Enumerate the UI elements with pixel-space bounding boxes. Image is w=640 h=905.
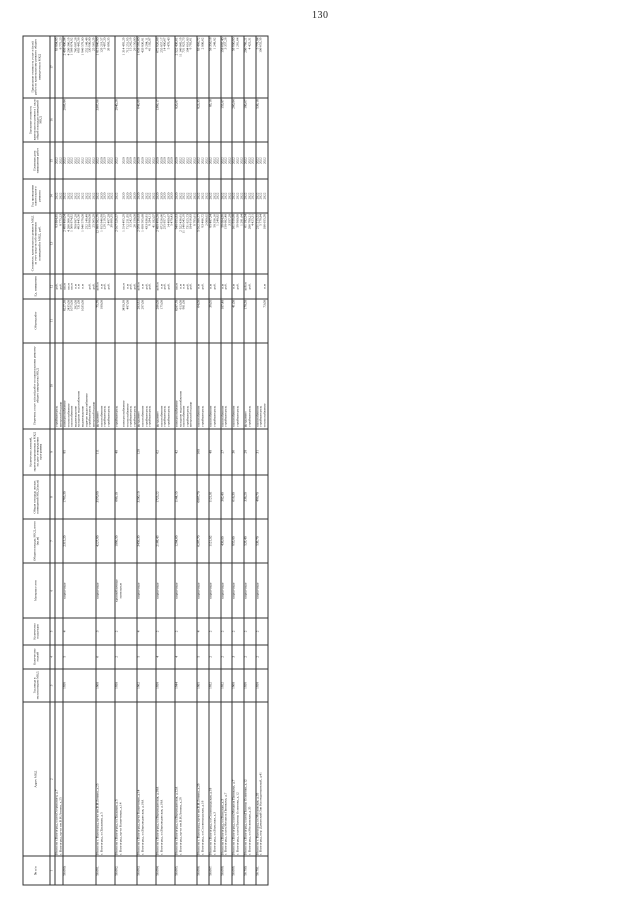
cell-year: 1960 — [96, 669, 115, 702]
cell-residents: 42 — [175, 429, 197, 475]
cell-volume: 6227,30 2435,00 1075,00 382,00 731,00 1035,00 — [63, 299, 96, 343]
cell-floors: 4 — [175, 645, 197, 669]
cell-walls: крупноблочные панельные — [115, 563, 137, 618]
cell-area-total: 539,70 — [256, 519, 268, 563]
cell-area-total: 529,40 — [244, 519, 256, 563]
cell-end-date: 2022 2022 2022 — [256, 142, 268, 179]
cell-address: Итого по г. Волгоград, ул.Московская, д.35 г. Волгоград, пер. Даманский/Зои Космодемьянской, д.41 — [256, 702, 268, 856]
column-number: 13 — [50, 213, 55, 275]
cell-works: электроснабжение холодное водоснабжение газоснабжение стройконтроль авторский надзор — [175, 343, 197, 429]
cell-limit-cost: 1 658 595,60 433 836,81 9 284,11 41 102,07 — [137, 36, 156, 98]
column-header: Предельная стоимость услуг и (или) работ по капитальному ремонту общего имущества в МКД — [23, 36, 50, 98]
column-header: Ед. измерения — [23, 274, 50, 298]
column-number: 6 — [50, 563, 55, 618]
cell-area-total: 955,80 — [232, 519, 244, 563]
cell-unit: п.м руб. — [197, 274, 209, 298]
cell-entrances: 2 — [256, 618, 268, 644]
cell-year-repair: 2022 2022 2022 — [209, 179, 221, 212]
cell-cost: 2 408 498,58 672 926,66 255 857,17 14 400,67 5 470,43 — [156, 213, 175, 275]
cell-end-date: 2022 2022 2022 — [244, 142, 256, 179]
cell-year-repair: 2022 2020 2020 2022 2022 — [96, 179, 115, 212]
cell-no: 56.693. — [137, 856, 156, 885]
column-header: Количество этажей — [23, 645, 50, 669]
cell-entrances: 2 — [175, 618, 197, 644]
cell-limit-cost: 59 900,90 1 281,64 — [232, 36, 244, 98]
cell-works: газоснабжение стройконтроль — [209, 343, 221, 429]
column-header: Общая площадь МКД, всего (кв.м) — [23, 519, 50, 563]
column-header: Адрес МКД — [23, 702, 50, 856]
cell-works: газоснабжение стройконтроль — [232, 343, 244, 429]
cell-year: 1962 — [137, 669, 156, 702]
cell-year-repair: 2022 2022 2022 — [256, 179, 268, 212]
cell-walls: кирпичные — [137, 563, 156, 618]
cell-walls: кирпичные — [63, 563, 96, 618]
cell-unit: кв.м п.м руб. руб. — [115, 274, 137, 298]
cell-unit: руб. руб. — [55, 274, 63, 298]
cell-area-living: 1795,30 — [63, 475, 96, 519]
cell-area-living: 3570,90 — [96, 475, 115, 519]
cell-cost: 2 070 139,63 1 658 595,60 433 836,81 9 284,11 41 102,07 — [137, 213, 156, 275]
cell-end-date: 2022 2022 — [55, 142, 63, 179]
cell-walls: кирпичные — [232, 563, 244, 618]
cell-address: Итого по г.Волгоград, ул.им.Полины Осипенко, д.12 г. Волгоград, ул.Московская, д.35 — [244, 702, 256, 856]
column-header: Количество подъездов — [23, 618, 50, 644]
column-header: Плановая дата завершения работ — [23, 142, 50, 179]
cell-floors: 5 — [137, 645, 156, 669]
cell-year-repair: 2020 2022 2022 2022 2022 2022 — [175, 179, 197, 212]
cell-floors: 4 — [156, 645, 175, 669]
cell-year: 1959 — [63, 669, 96, 702]
cell-no: 56.696. — [197, 856, 209, 885]
cell-volume: 73,00 — [256, 299, 268, 343]
cell-floors: 3 — [232, 645, 244, 669]
cell-end-date: 2022 2020 2020 2020 2020 — [115, 142, 137, 179]
column-number: 15 — [50, 142, 55, 179]
cell-walls: кирпичные — [209, 563, 221, 618]
page-number: 130 — [312, 10, 329, 21]
cell-address: Итого по г.Волгоград, ул.Верхнедонская, д.12А г. Волгоград, пр-кт им.В.И.Ленина, д.29 — [175, 702, 197, 856]
cell-cost: 95 487,34 58 356,16 1 248,82 — [209, 213, 221, 275]
cell-works: газоснабжение стройконтроль — [221, 343, 233, 429]
cell-address: Итого по г.Волгоград, пр-кт Канатчиков, д.14 г. Волгоград, ул.Верхнедонская, д.18А — [137, 702, 156, 856]
column-number: 17 — [50, 36, 55, 98]
column-header: Количество жителей, зарегистрированных в МКД на дату утверждения программы — [23, 429, 50, 475]
cell-end-date: 2022 2020 2020 2022 2022 — [96, 142, 115, 179]
cell-end-date: 2020 2022 2022 2022 2022 2022 — [175, 142, 197, 179]
column-header: Общая площадь жилых помещений МКД (кв.м) — [23, 475, 50, 519]
cell-address: Итого по г.Волгоград, ул.Сталинградская, д.18 г. Волгоград, ул.Вольская, д.3 — [209, 702, 221, 856]
cell-area-total: 3450,30 — [137, 519, 156, 563]
cell-works: электроснабжение теплоснабжение газоснабжение водоотведение холодное водоснабжение водоотведение горячее водоснабжение стройконтроль авторский надзор — [63, 343, 96, 429]
cell-year: 1958 — [156, 669, 175, 702]
cell-year: 1952 — [221, 669, 233, 702]
cell-volume: 39,05 — [209, 299, 221, 343]
table-row — [137, 36, 156, 885]
cell-end-date: 2022 2022 2022 — [209, 142, 221, 179]
cell-cost: 161 959,68 59 900,90 1 281,64 — [232, 213, 244, 275]
table-row — [197, 36, 209, 885]
cell-area-total: 1284,60 — [175, 519, 197, 563]
cell-address: Итого по г. Волгоград, пр-кт им.В.И.Ленина, д.25 г. Волгоград, ул.Трудовая, д.5 — [96, 702, 115, 856]
cell-residents: 36 — [232, 429, 244, 475]
table-row — [221, 36, 233, 885]
cell-works: фундамент газоснабжение стройконтроль стройконтроль — [156, 343, 175, 429]
cell-year: 1950 — [115, 669, 137, 702]
cell-cost: 2 498 406,04 4 206 366,19 1 568 874,92 760 987,28 493 445,56 1 946 579,00 252 148,48 130 900,00 25 565,29 — [63, 213, 96, 275]
cell-unit: куб.м руб. — [244, 274, 256, 298]
cell-no: 56.690. — [63, 856, 96, 885]
column-number: 16 — [50, 98, 55, 142]
cell-entrances: 4 — [197, 618, 209, 644]
cell-walls: кирпичные — [96, 563, 115, 618]
table-row — [96, 36, 115, 885]
cell-area-total: 1121,02 — [209, 519, 221, 563]
cell-year-repair: 2022 2022 2022 2022 2022 2022 2022 2022 2022 — [63, 179, 96, 212]
cell-area-total: 1090,50 — [115, 519, 137, 563]
cell-unit: куб.м п.м руб. руб. — [137, 274, 156, 298]
cell-year: 1960 — [232, 669, 244, 702]
cell-cost: 5 012 309,77 93 486,72 2 000,62 — [197, 213, 209, 275]
cell-residents: 120 — [137, 429, 156, 475]
cell-year: 1958 — [256, 669, 268, 702]
cell-limit-cost: 93 804,85 8 775,23 — [55, 36, 63, 98]
cell-limit-cost: 2 522 436,61 11 146 045,19 731 825,73 104 616,83 9 795,61 — [175, 36, 197, 98]
cell-address: Итого по г.Волгоград, ул.им.Островского, д.7 г. Волгоград, пр-кт им.В.И.Ленина, д.25 — [55, 702, 63, 856]
cell-walls: кирпичные — [256, 563, 268, 618]
cell-address: Итого по г.Волгоград, ул.Вольская, д.3 г. Волгоград, ул.им.Михаила Паникахи, д.7 — [221, 702, 233, 856]
cell-volume: 6287,70 613,00 901,00 — [175, 299, 197, 343]
cell-year-repair: 2022 2022 2022 — [221, 179, 233, 212]
table-row — [115, 36, 137, 885]
column-number: 5 — [50, 618, 55, 644]
cell-residents: 31 — [256, 429, 268, 475]
column-number: 3 — [50, 669, 55, 702]
cell-limit-cost: 2 498 406,04 4 206 366,19 1 568 874,92 760 987,28 693 445,56 1 946 579,00 252 148,48 130 900,00 25 565,29 — [63, 36, 96, 98]
cell-unit-cost: 3387,96 — [96, 98, 115, 142]
column-header: Год проведения капитального ремонта — [23, 179, 50, 212]
cell-area-living: 3200,10 — [137, 475, 156, 519]
cell-cost: 93 804,85 8 775,23 — [55, 213, 63, 275]
cell-volume: 75,79 100,00 — [96, 299, 115, 343]
cell-area-total: 4227,90 — [96, 519, 115, 563]
cell-year: 1944 — [175, 669, 197, 702]
cell-no: 56.697. — [209, 856, 221, 885]
cell-area-living: 1121,01 — [209, 475, 221, 519]
capital-repair-sheet — [23, 36, 618, 886]
cell-walls: кирпичные — [244, 563, 256, 618]
cell-area-living: 616,30 — [232, 475, 244, 519]
cell-cost: 2 017 529,57 1 314 495,29 712 251,95 15 242,19 26 150,00 — [115, 213, 137, 275]
column-header: Объем работ — [23, 299, 50, 343]
cell-year-repair: 2022 2022 2022 — [232, 179, 244, 212]
cell-floors: 6 — [96, 645, 115, 669]
cell-no: 56.698. — [221, 856, 233, 885]
cell-unit: п.м руб. — [232, 274, 244, 298]
cell-walls: кирпичные — [175, 563, 197, 618]
column-number: 7 — [50, 519, 55, 563]
cell-year: 1952 — [209, 669, 221, 702]
cell-unit-cost: 536,18 — [256, 98, 268, 142]
cell-no: 56.694. — [156, 856, 175, 885]
cell-year-repair: 2020 2020 2022 2022 2022 — [137, 179, 156, 212]
cell-unit: куб.м п.м руб. руб. — [156, 274, 175, 298]
cell-entrances: 2 — [115, 618, 137, 644]
table-row — [156, 36, 175, 885]
cell-works: стройконтроль авторский надзор — [55, 343, 63, 429]
cell-area-living: 686,10 — [115, 475, 137, 519]
column-header: Перечень услуг и (или) работ по капитальному ремонту общего имущества МКД — [23, 343, 50, 429]
cell-residents: 27 — [221, 429, 233, 475]
cell-walls: кирпичные — [156, 563, 175, 618]
cell-entrances: 4 — [63, 618, 96, 644]
cell-residents: 40 — [209, 429, 221, 475]
cell-end-date: 2022 2022 2022 — [232, 142, 244, 179]
capital-repair-table — [23, 36, 269, 886]
cell-residents: 85 — [63, 429, 96, 475]
cell-unit: кв.м кв.м кв.м п.м п.м п.м руб. руб. — [63, 274, 96, 298]
cell-end-date: 2020 2020 2022 2022 2022 — [137, 142, 156, 179]
cell-end-date: 2022 2022 2022 — [197, 142, 209, 179]
cell-year-repair: 2022 2022 — [55, 179, 63, 212]
column-number: 1 — [50, 856, 55, 885]
cell-address: Итого по г.Волгоград, ул.им.Михаила Паникахи, д.7 г. Волгоград, ул.им.Полины Осипенко, д.12 — [232, 702, 244, 856]
cell-limit-cost: 1 314 495,29 712 251,95 15 242,19 26 150,00 — [115, 36, 137, 98]
cell-floors: 5 — [197, 645, 209, 669]
cell-floors: 2 — [209, 645, 221, 669]
cell-area-living: 496,70 — [256, 475, 268, 519]
cell-floors: 2 — [221, 645, 233, 669]
cell-area-living: 382,40 — [221, 475, 233, 519]
cell-unit-cost: 820,87 — [175, 98, 197, 142]
column-number: 11 — [50, 299, 55, 343]
cell-area-living: 1725,22 — [156, 475, 175, 519]
cell-unit-cost: 1396,17 — [156, 98, 175, 142]
cell-entrances: 4 — [137, 618, 156, 644]
cell-address — [63, 702, 96, 856]
cell-limit-cost: 158 602,40 3 357,28 — [221, 36, 233, 98]
cell-volume: 64,00 — [197, 299, 209, 343]
cell-volume: 206,00 175,00 — [156, 299, 175, 343]
cell-residents: 160 — [197, 429, 209, 475]
cell-volume: 203,92 297,00 — [137, 299, 156, 343]
cell-works: фундамент газоснабжение стройконтроль стройконтроль — [96, 343, 115, 429]
cell-residents: 62 — [156, 429, 175, 475]
cell-year-repair: 2022 2020 2020 2020 2020 — [115, 179, 137, 212]
cell-entrances: 2 — [209, 618, 221, 644]
cell-area-living: 338,20 — [244, 475, 256, 519]
cell-area-total: 2168,43 — [156, 519, 175, 563]
cell-works: газоснабжение стройконтроль — [197, 343, 209, 429]
column-header: Материал стен — [23, 563, 50, 618]
table-row — [232, 36, 244, 885]
cell-limit-cost: 206 790,21 4 425,31 — [244, 36, 256, 98]
cell-unit-cost: 260,04 — [232, 98, 244, 142]
cell-cost: 948 655,93 2 522 436,61 11 146 045,19 731 825,73 104 616,83 9 795,61 — [175, 213, 197, 275]
column-number: 10 — [50, 343, 55, 429]
cell-year: 1959 — [244, 669, 256, 702]
cell-unit: кв.м п.м п.м руб. руб. — [175, 274, 197, 298]
cell-unit-cost: 2969,84 — [63, 98, 96, 142]
cell-unit: п.м руб. — [209, 274, 221, 298]
column-header: Год ввода в эксплуатацию МКД — [23, 669, 50, 702]
cell-walls: кирпичные — [221, 563, 233, 618]
cell-area-total: 6287,70 — [197, 519, 209, 563]
column-header: Удельная стоимость капитального ремонта 1 кв.м общей площади помещений МКД — [23, 98, 50, 142]
cell-no: 56.699. — [232, 856, 244, 885]
cell-floors: 2 — [115, 645, 137, 669]
cell-volume: 41,00 — [232, 299, 244, 343]
cell-residents: 28 — [244, 429, 256, 475]
cell-address: Итого по г. Волгоград, пр-кт им.В.И.Ленина, д.29 г. Волгоград, ул.Сталинградская, д.18 — [197, 702, 209, 856]
header-row — [23, 36, 50, 885]
cell-limit-cost: 1 815 846,90 129 219,57 3 497,20 39 899,35 — [96, 36, 115, 98]
cell-area-total: 2315,20 — [63, 519, 96, 563]
cell-volume: 178,50 — [244, 299, 256, 343]
table-row — [244, 36, 256, 885]
cell-cost: 61 182,54 206 790,21 4 425,31 — [244, 213, 256, 275]
cell-limit-cost: 93 486,72 2 000,62 — [197, 36, 209, 98]
cell-unit-cost: 2940,28 — [115, 98, 137, 142]
column-number: 2 — [50, 702, 55, 856]
cell-area-living: 1144,10 — [175, 475, 197, 519]
cell-end-date: 2020 2020 2020 2020 2020 — [156, 142, 175, 179]
cell-cost: 59 604,99 158 602,40 3 357,28 — [221, 213, 233, 275]
column-header: Стоимость капитального ремонта МКД за счет средств собственников помещений в МКД, руб. — [23, 213, 50, 275]
cell-cost: 12 888 502,79 1 815 846,90 129 219,57 3 497,20 39 899,35 — [96, 213, 115, 275]
cell-year-repair: 2022 2022 2022 — [197, 179, 209, 212]
cell-area-living: 6087,70 — [197, 475, 209, 519]
cell-works: газоснабжение стройконтроль теплоснабжение — [256, 343, 268, 429]
cell-address: Итого по г.Волгоград, ул.Трудовая, д.5 г. Волгоград, пр-кт Канатчиков, д.14 — [115, 702, 137, 856]
cell-floors: 5 — [63, 645, 96, 669]
cell-cost: 211 215,52 5 779,84 106 655,59 — [256, 213, 268, 275]
cell-volume: 107,40 — [221, 299, 233, 343]
cell-residents: 111 — [96, 429, 115, 475]
cell-no: 56.701. — [256, 856, 268, 885]
cell-end-date: 2022 2022 2022 2022 2022 2022 2022 2022 2022 — [63, 142, 96, 179]
cell-unit-cost: 823,35 — [197, 98, 209, 142]
cell-unit-cost: 155,87 — [221, 98, 233, 142]
cell-entrances: 2 — [156, 618, 175, 644]
cell-unit: куб.м п.м руб. руб. — [96, 274, 115, 298]
cell-residents: 40 — [115, 429, 137, 475]
cell-works: фундамент стройконтроль — [244, 343, 256, 429]
cell-unit-cost: 646,89 — [137, 98, 156, 142]
cell-unit-cost: 180,67 — [244, 98, 256, 142]
cell-limit-cost: 58 356,16 1 248,82 — [209, 36, 221, 98]
cell-no: 56.695. — [175, 856, 197, 885]
table-row — [256, 36, 268, 885]
cell-works: фундамент газоснабжение стройконтроль стройконтроль — [137, 343, 156, 429]
cell-no: 56.692. — [115, 856, 137, 885]
cell-walls: кирпичные — [197, 563, 209, 618]
cell-year-repair: 2022 2022 2022 — [244, 179, 256, 212]
cell-limit-cost: 672 926,66 255 857,17 14 400,67 5 470,43 — [156, 36, 175, 98]
column-number: 8 — [50, 475, 55, 519]
cell-end-date: 2022 2022 2022 — [221, 142, 233, 179]
column-number: 9 — [50, 429, 55, 475]
cell-no: 56.700. — [244, 856, 256, 885]
column-number: 12 — [50, 274, 55, 298]
cell-entrances: 2 — [221, 618, 233, 644]
cell-floors: 2 — [244, 645, 256, 669]
cell-works: стройконтроль электроснабжение теплоснабжение стройконтроль стройконтроль — [115, 343, 137, 429]
table-row — [63, 36, 96, 885]
cell-unit: п.м — [256, 274, 268, 298]
column-number: 14 — [50, 179, 55, 212]
column-header: № п/п — [23, 856, 50, 885]
cell-unit: п.м руб. — [221, 274, 233, 298]
cell-year-repair: 2020 2020 2020 2020 2020 — [156, 179, 175, 212]
cell-entrances: 2 — [244, 618, 256, 644]
cell-limit-cost: 5 779,84 106 655,59 — [256, 36, 268, 98]
table-row — [209, 36, 221, 885]
table-row — [175, 36, 197, 885]
cell-year: 1905 — [197, 669, 209, 702]
cell-address: Итого по г.Волгоград, ул.Верхнедонская, д.18А г. Волгоград, ул.Верхнедонская, д.18А — [156, 702, 175, 856]
cell-area-total: 436,00 — [221, 519, 233, 563]
cell-floors: 2 — [256, 645, 268, 669]
cell-entrances: 3 — [96, 618, 115, 644]
cell-no: 56.691. — [96, 856, 115, 885]
cell-volume: 3450,30 487,00 — [115, 299, 137, 343]
cell-unit-cost: 85,18 — [209, 98, 221, 142]
cell-entrances: 2 — [232, 618, 244, 644]
column-number: 4 — [50, 645, 55, 669]
